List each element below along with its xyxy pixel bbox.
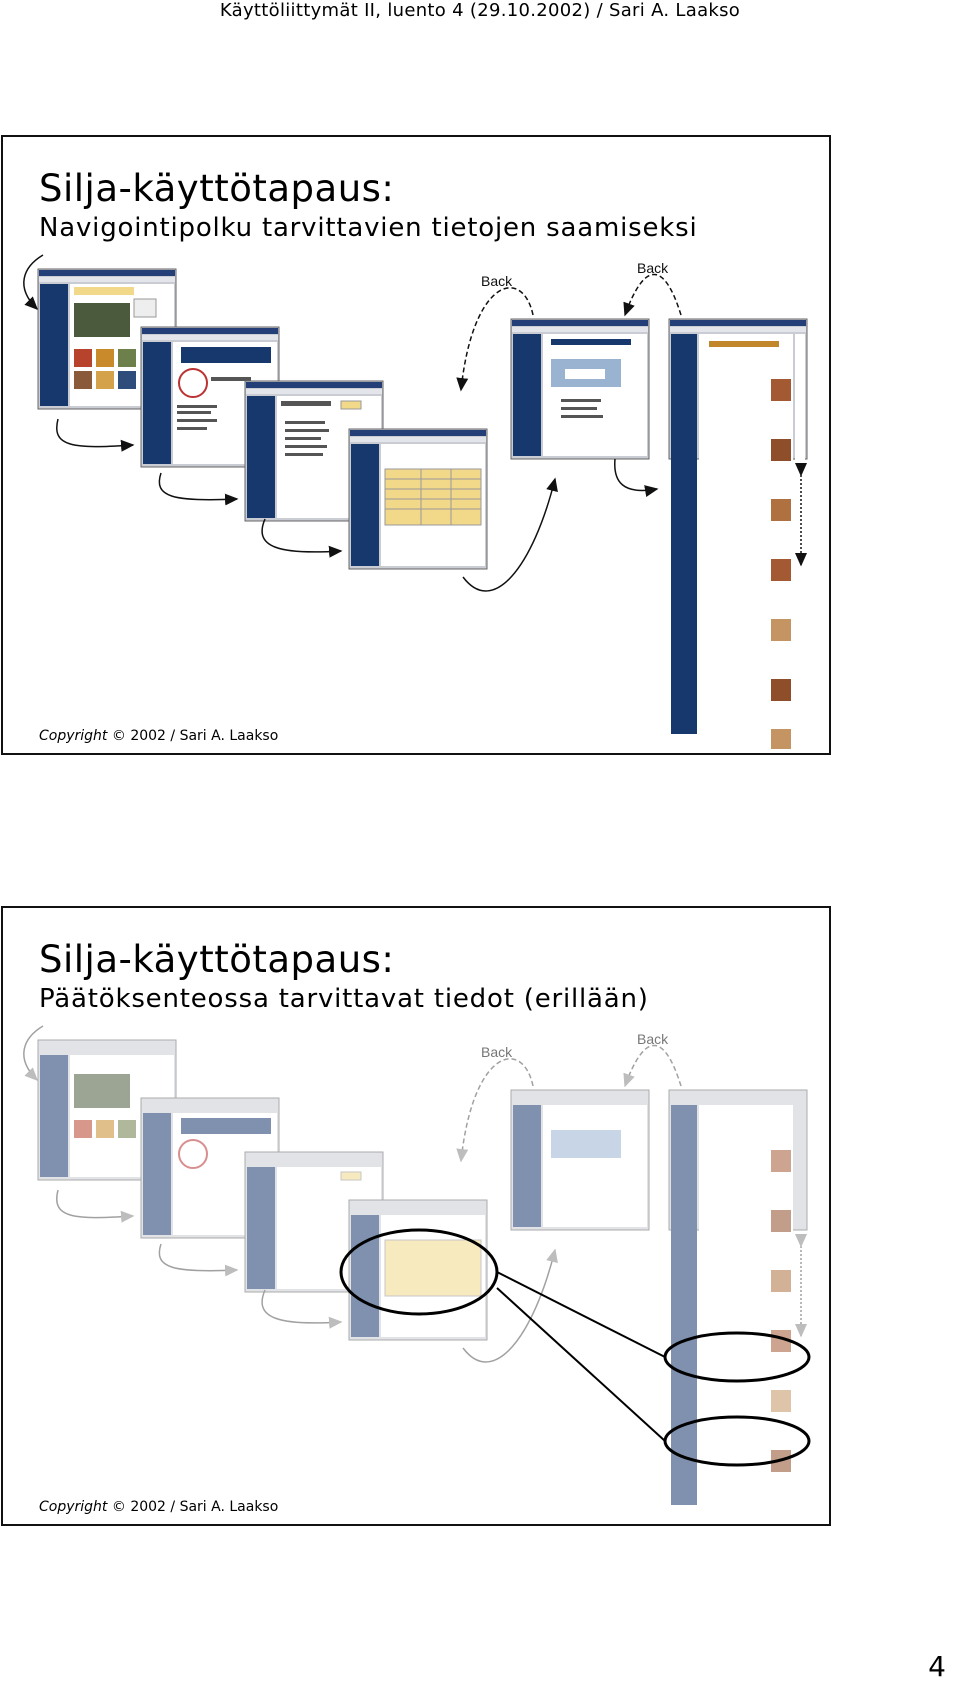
- copyright-word: Copyright: [39, 1499, 108, 1515]
- browser-screenshot-cabins: [669, 319, 807, 749]
- flow-arrow: [159, 473, 237, 500]
- slide-subtitle: Päätöksenteossa tarvittavat tiedot (erillään): [39, 984, 649, 1014]
- flow-arrow: [57, 419, 133, 447]
- copyright: [39, 1499, 278, 1515]
- back-arrow: [625, 274, 681, 315]
- slide-title: Silja-käyttötapaus:: [39, 167, 395, 210]
- page-number: 4: [928, 1650, 946, 1683]
- slide-subtitle: Navigointipolku tarvittavien tietojen saamiseksi: [39, 213, 698, 243]
- decision-info-diagram: [3, 908, 831, 1526]
- copyright-word: Copyright: [39, 728, 108, 744]
- connector-line: [497, 1288, 665, 1441]
- browser-screenshot-prices: [349, 429, 487, 569]
- back-label: Back: [481, 1044, 513, 1060]
- browser-screenshot-prices: [349, 1200, 487, 1340]
- flow-arrow: [615, 459, 657, 490]
- back-label: Back: [481, 273, 513, 289]
- browser-screenshot-ship: [511, 1090, 649, 1230]
- back-label: Back: [637, 260, 669, 276]
- browser-screenshot-ship: [511, 319, 649, 459]
- connector-line: [497, 1272, 665, 1357]
- copyright-rest: © 2002 / Sari A. Laakso: [111, 728, 279, 744]
- back-label: Back: [637, 1031, 669, 1047]
- copyright: [39, 728, 278, 744]
- page-header: Käyttöliittymät II, luento 4 (29.10.2002) / Sari A. Laakso: [219, 0, 741, 21]
- copyright-rest: © 2002 / Sari A. Laakso: [111, 1499, 279, 1515]
- flow-arrow: [262, 519, 341, 552]
- browser-screenshot-cabins: [669, 1090, 807, 1505]
- slide-1: [1, 135, 831, 755]
- slide-2: [1, 906, 831, 1526]
- navigation-path-diagram: [3, 137, 831, 755]
- slide-title: Silja-käyttötapaus:: [39, 938, 395, 981]
